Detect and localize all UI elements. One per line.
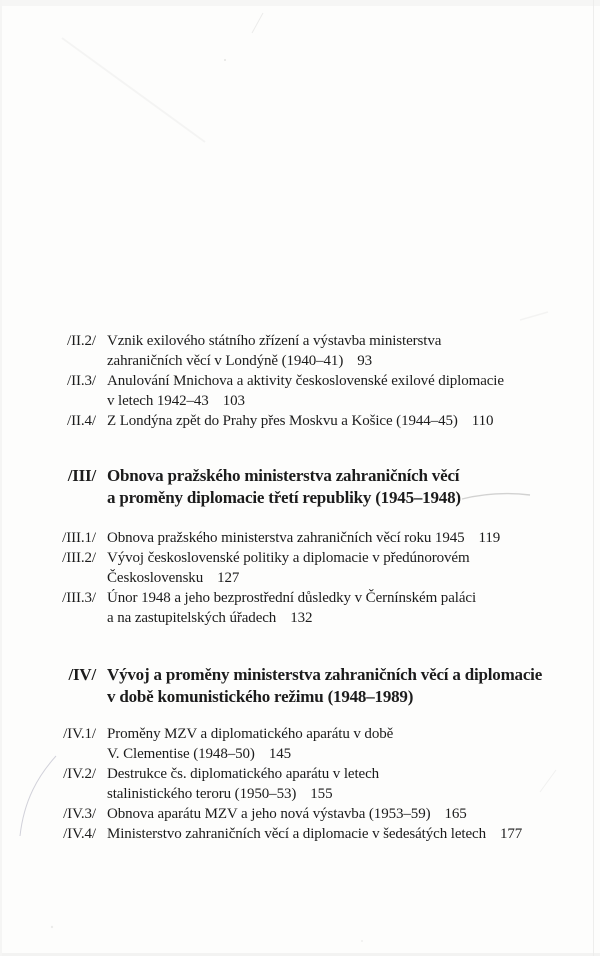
section-label: /IV/ — [68, 665, 96, 684]
scan-edge-right — [593, 0, 594, 956]
toc-entry-II-4 — [40, 411, 585, 431]
entry-label: /III.2/ — [62, 550, 96, 566]
entry-text — [107, 411, 493, 431]
page-number: 155 — [310, 786, 333, 802]
page-number: 132 — [290, 610, 313, 626]
entry-text — [107, 331, 441, 371]
section-title-line: Vývoj a proměny ministerstva zahraničních věcí a diplomacie — [107, 665, 543, 684]
entry-line: Obnova aparátu MZV a jeho nová výstavba (1953–59) — [107, 806, 431, 822]
entry-line: Únor 1948 a jeho bezprostřední důsledky v Černínském paláci — [107, 590, 477, 606]
section-title — [107, 664, 542, 708]
entry-text — [107, 528, 500, 548]
entry-label: /II.3/ — [67, 373, 96, 389]
entry-text — [107, 824, 522, 844]
toc-section-IV — [40, 664, 585, 708]
entry-line: Anulování Mnichova a aktivity československé exilové diplomacie — [107, 373, 504, 389]
entry-text — [107, 548, 470, 588]
page-number: 110 — [471, 413, 494, 429]
page-number: 103 — [222, 393, 245, 409]
entry-line: Vývoj československé politiky a diplomacie v předúnorovém — [107, 550, 470, 566]
toc-entry-IV-4 — [40, 824, 585, 844]
entry-line: V. Clementise (1948–50) — [107, 746, 255, 762]
page-number: 119 — [478, 530, 501, 546]
entry-text — [107, 764, 379, 804]
toc-group-III — [40, 528, 585, 628]
entry-line: Vznik exilového státního zřízení a výstavba ministerstva — [107, 333, 442, 349]
entry-label: /IV.3/ — [63, 806, 96, 822]
entry-line: Proměny MZV a diplomatického aparátu v době — [107, 726, 394, 742]
section-label: /III/ — [67, 466, 96, 485]
entry-label: /III.3/ — [62, 590, 96, 606]
entry-label: /IV.2/ — [63, 766, 96, 782]
toc-entry-II-2 — [40, 331, 585, 371]
entry-text — [107, 588, 476, 628]
entry-line: zahraničních věcí v Londýně (1940–41) — [107, 353, 344, 369]
entry-label: /II.2/ — [67, 333, 96, 349]
toc-entry-IV-2 — [40, 764, 585, 804]
entry-text — [107, 804, 467, 824]
entry-label: /IV.4/ — [63, 826, 96, 842]
section-heading-IV — [40, 664, 585, 708]
entry-line: v letech 1942–43 — [107, 393, 209, 409]
scan-edge-left — [0, 0, 2, 956]
toc-entry-IV-1 — [40, 724, 585, 764]
toc-entry-III-2 — [40, 548, 585, 588]
page-number: 177 — [499, 826, 523, 842]
entry-line: stalinistického teroru (1950–53) — [107, 786, 297, 802]
section-title-line: a proměny diplomacie třetí republiky (1945–1948) — [107, 488, 461, 507]
page-number: 127 — [217, 570, 240, 586]
entry-text — [107, 371, 504, 411]
entry-label: /IV.1/ — [63, 726, 96, 742]
page-number: 93 — [357, 353, 373, 369]
entry-line: Ministerstvo zahraničních věcí a diplomacie v šedesátých letech — [107, 826, 486, 842]
entry-label: /II.4/ — [67, 413, 96, 429]
entry-line: Československu — [107, 570, 204, 586]
toc-section-III — [40, 465, 585, 509]
entry-line: Z Londýna zpět do Prahy přes Moskvu a Košice (1944–45) — [107, 413, 458, 429]
entry-label: /III.1/ — [62, 530, 96, 546]
page-number: 165 — [444, 806, 467, 822]
entry-text — [107, 724, 393, 764]
toc-entry-III-1 — [40, 528, 585, 548]
section-title — [107, 465, 461, 509]
toc-entry-III-3 — [40, 588, 585, 628]
entry-line: Destrukce čs. diplomatického aparátu v letech — [107, 766, 380, 782]
toc-group-IV — [40, 724, 585, 844]
entry-line: Obnova pražského ministerstva zahraničních věcí roku 1945 — [107, 530, 465, 546]
toc-entry-IV-3 — [40, 804, 585, 824]
section-heading-III — [40, 465, 585, 509]
entry-line: a na zastupitelských úřadech — [107, 610, 277, 626]
scan-edge-top — [0, 0, 600, 6]
section-title-line: v době komunistického režimu (1948–1989) — [107, 687, 414, 706]
toc-group-II — [40, 331, 585, 431]
section-title-line: Obnova pražského ministerstva zahraničních věcí — [107, 466, 460, 485]
toc-entry-II-3 — [40, 371, 585, 411]
page-number: 145 — [268, 746, 292, 762]
